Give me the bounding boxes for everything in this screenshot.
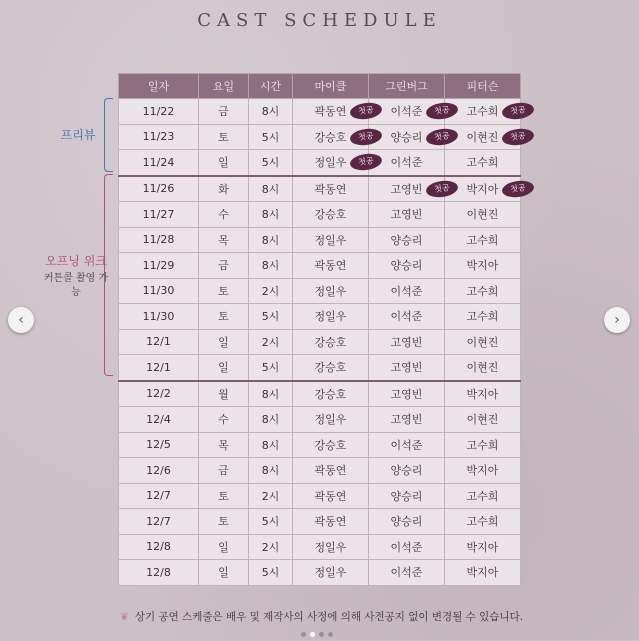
peterson-cell: 고수희 (445, 432, 521, 458)
michael-cell: 곽동연 (293, 509, 369, 535)
peterson-cell: 이현진 (445, 329, 521, 355)
greenberg-cell: 이석준 첫공 (369, 99, 445, 125)
date-cell: 11/29 (119, 253, 199, 279)
date-cell: 11/30 (119, 278, 199, 304)
peterson-cell: 고수희 첫공 (445, 99, 521, 125)
michael-cell: 정일우 (293, 278, 369, 304)
table-row (119, 99, 521, 125)
table-row (119, 381, 521, 407)
day-cell: 토 (199, 278, 249, 304)
table-row (119, 202, 521, 228)
table-row (119, 124, 521, 150)
michael-cell: 정일우 (293, 407, 369, 433)
time-cell: 8시 (249, 458, 293, 484)
first-performance-badge: 첫공 (501, 126, 535, 146)
schedule-disclaimer (120, 609, 560, 624)
greenberg-cell: 양승리 (369, 458, 445, 484)
time-cell: 2시 (249, 483, 293, 509)
day-cell: 화 (199, 176, 249, 202)
time-cell: 2시 (249, 329, 293, 355)
peterson-cell: 고수희 (445, 227, 521, 253)
chevron-left-icon: ‹ (18, 312, 24, 328)
time-cell: 5시 (249, 304, 293, 330)
greenberg-cell: 양승리 (369, 227, 445, 253)
michael-cell: 정일우 (293, 534, 369, 560)
peterson-cell: 박지아 (445, 560, 521, 586)
date-cell: 11/23 (119, 124, 199, 150)
michael-cell: 곽동연 (293, 176, 369, 202)
date-cell: 11/27 (119, 202, 199, 228)
michael-cell: 정일우 (293, 227, 369, 253)
time-cell: 8시 (249, 202, 293, 228)
michael-cell: 곽동연 (293, 483, 369, 509)
time-cell: 5시 (249, 150, 293, 176)
day-cell: 토 (199, 483, 249, 509)
greenberg-cell: 고영빈 첫공 (369, 176, 445, 202)
greenberg-cell: 이석준 (369, 560, 445, 586)
header-date: 일자 (119, 74, 199, 99)
michael-cell: 강승호 첫공 (293, 124, 369, 150)
peterson-cell: 고수희 (445, 304, 521, 330)
table-row (119, 304, 521, 330)
day-cell: 토 (199, 304, 249, 330)
date-cell: 12/2 (119, 381, 199, 407)
time-cell: 8시 (249, 227, 293, 253)
header-michael: 마이클 (293, 74, 369, 99)
time-cell: 5시 (249, 355, 293, 381)
greenberg-cell: 이석준 (369, 278, 445, 304)
peterson-cell: 고수희 (445, 483, 521, 509)
header-time: 시간 (249, 74, 293, 99)
time-cell: 8시 (249, 253, 293, 279)
peterson-cell: 박지아 (445, 381, 521, 407)
day-cell: 금 (199, 253, 249, 279)
greenberg-cell: 고영빈 (369, 202, 445, 228)
date-cell: 11/24 (119, 150, 199, 176)
day-cell: 일 (199, 329, 249, 355)
greenberg-cell: 양승리 (369, 509, 445, 535)
day-cell: 토 (199, 509, 249, 535)
day-cell: 일 (199, 355, 249, 381)
michael-cell: 곽동연 첫공 (293, 99, 369, 125)
day-cell: 월 (199, 381, 249, 407)
peterson-cell: 박지아 (445, 534, 521, 560)
carousel-dot-active[interactable] (310, 632, 315, 637)
date-cell: 11/26 (119, 176, 199, 202)
table-row (119, 560, 521, 586)
peterson-cell: 고수희 (445, 150, 521, 176)
date-cell: 12/4 (119, 407, 199, 433)
greenberg-cell: 고영빈 (369, 329, 445, 355)
table-row (119, 509, 521, 535)
day-cell: 금 (199, 99, 249, 125)
time-cell: 8시 (249, 99, 293, 125)
first-performance-badge: 첫공 (501, 101, 535, 121)
day-cell: 수 (199, 407, 249, 433)
michael-cell: 강승호 (293, 432, 369, 458)
previous-image-button[interactable] (8, 307, 34, 333)
table-row (119, 278, 521, 304)
peterson-cell: 이현진 (445, 202, 521, 228)
michael-cell: 강승호 (293, 202, 369, 228)
poster-title: CAST SCHEDULE (197, 10, 442, 31)
chevron-right-icon: › (614, 312, 620, 328)
peterson-cell: 박지아 첫공 (445, 176, 521, 202)
peterson-cell: 이현진 첫공 (445, 124, 521, 150)
opening-week-label: 오프닝 위크 (45, 254, 107, 268)
flower-bullet-icon: ❦ (120, 611, 129, 623)
peterson-cell: 고수희 (445, 278, 521, 304)
header-peterson: 피터슨 (445, 74, 521, 99)
time-cell: 2시 (249, 278, 293, 304)
carousel-dot[interactable] (328, 632, 333, 637)
first-performance-badge: 첫공 (425, 101, 459, 121)
table-row (119, 253, 521, 279)
first-performance-badge: 첫공 (349, 126, 383, 146)
time-cell: 8시 (249, 407, 293, 433)
greenberg-cell: 고영빈 (369, 407, 445, 433)
date-cell: 12/1 (119, 329, 199, 355)
table-row (119, 329, 521, 355)
carousel-dot[interactable] (319, 632, 324, 637)
michael-cell: 정일우 (293, 304, 369, 330)
table-header-row (119, 74, 521, 99)
day-cell: 일 (199, 150, 249, 176)
first-performance-badge: 첫공 (349, 101, 383, 121)
cast-schedule-table (118, 73, 527, 586)
greenberg-cell: 양승리 (369, 253, 445, 279)
michael-cell: 강승호 (293, 355, 369, 381)
table-row (119, 355, 521, 381)
time-cell: 2시 (249, 534, 293, 560)
curtain-call-note: 커튼콜 촬영 가능 (43, 273, 109, 298)
michael-cell: 정일우 첫공 (293, 150, 369, 176)
carousel-dot[interactable] (301, 632, 306, 637)
table-row (119, 227, 521, 253)
greenberg-cell: 고영빈 (369, 381, 445, 407)
first-performance-badge: 첫공 (349, 152, 383, 172)
table-row (119, 150, 521, 176)
carousel-indicator (299, 622, 335, 630)
next-image-button[interactable] (604, 307, 630, 333)
date-cell: 12/5 (119, 432, 199, 458)
date-cell: 11/22 (119, 99, 199, 125)
greenberg-cell: 이석준 (369, 534, 445, 560)
day-cell: 금 (199, 458, 249, 484)
date-cell: 12/1 (119, 355, 199, 381)
michael-cell: 정일우 (293, 560, 369, 586)
table-row (119, 407, 521, 433)
table-row (119, 483, 521, 509)
greenberg-cell: 양승리 첫공 (369, 124, 445, 150)
greenberg-cell: 양승리 (369, 483, 445, 509)
greenberg-cell: 이석준 (369, 432, 445, 458)
day-cell: 일 (199, 534, 249, 560)
greenberg-cell: 이석준 (369, 304, 445, 330)
disclaimer-text: 상기 공연 스케줄은 배우 및 제작사의 사정에 의해 사전공지 없이 변경될 수 있습니다. (134, 611, 524, 623)
greenberg-cell: 이석준 (369, 150, 445, 176)
date-cell: 11/30 (119, 304, 199, 330)
date-cell: 12/7 (119, 483, 199, 509)
table-row (119, 534, 521, 560)
first-performance-badge: 첫공 (425, 126, 459, 146)
date-cell: 12/7 (119, 509, 199, 535)
day-cell: 토 (199, 124, 249, 150)
table-row (119, 176, 521, 202)
peterson-cell: 박지아 (445, 458, 521, 484)
first-performance-badge: 첫공 (501, 178, 535, 198)
date-cell: 12/6 (119, 458, 199, 484)
peterson-cell: 이현진 (445, 355, 521, 381)
time-cell: 8시 (249, 381, 293, 407)
greenberg-cell: 고영빈 (369, 355, 445, 381)
preview-label: 프리뷰 (60, 128, 96, 142)
day-cell: 일 (199, 560, 249, 586)
day-cell: 수 (199, 202, 249, 228)
peterson-cell: 고수희 (445, 509, 521, 535)
first-performance-badge: 첫공 (425, 178, 459, 198)
header-day: 요일 (199, 74, 249, 99)
time-cell: 8시 (249, 432, 293, 458)
table-row (119, 432, 521, 458)
time-cell: 5시 (249, 124, 293, 150)
date-cell: 12/8 (119, 534, 199, 560)
date-cell: 12/8 (119, 560, 199, 586)
michael-cell: 강승호 (293, 381, 369, 407)
peterson-cell: 이현진 (445, 407, 521, 433)
day-cell: 목 (199, 227, 249, 253)
michael-cell: 곽동연 (293, 253, 369, 279)
date-cell: 11/28 (119, 227, 199, 253)
time-cell: 5시 (249, 560, 293, 586)
header-greenberg: 그린버그 (369, 74, 445, 99)
time-cell: 5시 (249, 509, 293, 535)
time-cell: 8시 (249, 176, 293, 202)
michael-cell: 곽동연 (293, 458, 369, 484)
michael-cell: 강승호 (293, 329, 369, 355)
peterson-cell: 박지아 (445, 253, 521, 279)
day-cell: 목 (199, 432, 249, 458)
table-row (119, 458, 521, 484)
